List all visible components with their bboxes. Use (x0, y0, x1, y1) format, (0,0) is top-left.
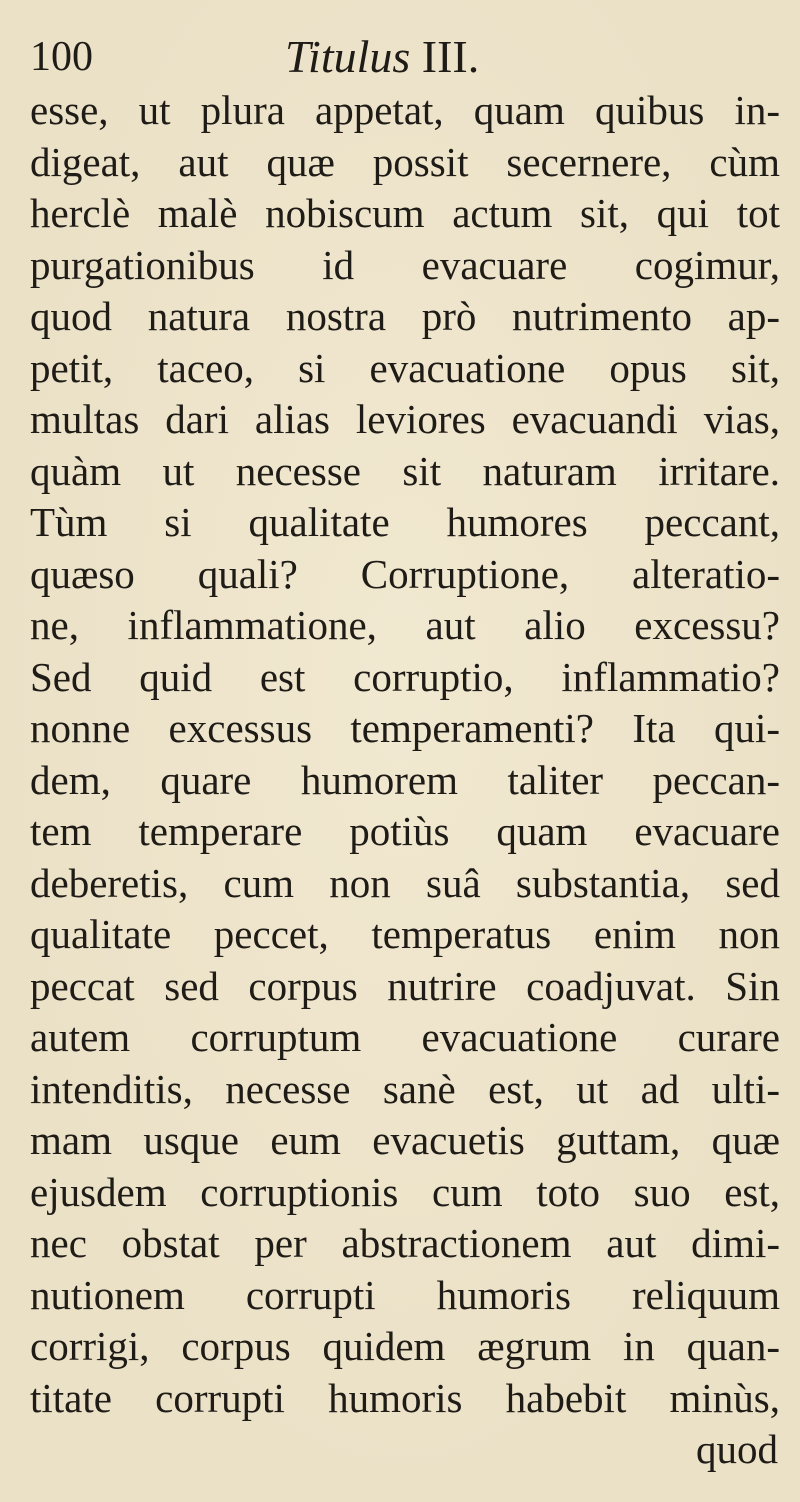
text-line: autem corruptum evacuatione curare (30, 1014, 780, 1060)
text-line: Sed quid est corruptio, inflammatio? (30, 653, 780, 700)
text-line: ejusdem corruptionis cum toto suo est, (30, 1168, 780, 1215)
text-line: intenditis, necesse sanè est, ut ad ulti- (30, 1065, 780, 1112)
text-line: nutionem corrupti humoris reliquum (30, 1271, 780, 1318)
catchword: quod (696, 1426, 778, 1472)
running-title-word: Titulus (285, 31, 411, 82)
text-line: nonne excessus temperamenti? Ita qui- (30, 705, 780, 751)
text-line: titate corrupti humoris habebit minùs, (30, 1374, 780, 1421)
text-line: petit, taceo, si evacuatione opus sit, (30, 344, 780, 391)
page-number: 100 (30, 34, 93, 80)
running-title-numeral: III. (421, 31, 480, 82)
text-line: nec obstat per abstractionem aut dimi- (30, 1220, 780, 1266)
text-line: mam usque eum evacuetis guttam, quæ (30, 1117, 780, 1163)
text-line: dem, quare humorem taliter peccan- (30, 756, 780, 803)
text-line: Tùm si qualitate humores peccant, (30, 499, 780, 545)
text-line: peccat sed corpus nutrire coadjuvat. Sin (30, 962, 780, 1009)
text-line: digeat, aut quæ possit secernere, cùm (30, 138, 780, 185)
page-header (30, 30, 770, 88)
body-text (30, 85, 780, 1476)
text-line: ne, inflammatione, aut alio excessu? (30, 602, 780, 648)
text-line: herclè malè nobiscum actum sit, qui tot (30, 190, 780, 236)
text-line: purgationibus id evacuare cogimur, (30, 241, 780, 288)
text-line: qualitate peccet, temperatus enim non (30, 911, 780, 957)
text-line: quæso quali? Corruptione, alteratio- (30, 550, 780, 597)
text-line: multas dari alias leviores evacuandi vias, (30, 396, 780, 442)
text-line: quod natura nostra prò nutrimento ap- (30, 293, 780, 339)
text-line: esse, ut plura appetat, quam quibus in- (30, 87, 780, 133)
text-line: quàm ut necesse sit naturam irritare. (30, 447, 780, 494)
running-title (285, 31, 480, 82)
text-line: deberetis, cum non suâ substantia, sed (30, 859, 780, 906)
text-line: corrigi, corpus quidem ægrum in quan- (30, 1323, 780, 1369)
text-line: tem temperare potiùs quam evacuare (30, 808, 780, 854)
